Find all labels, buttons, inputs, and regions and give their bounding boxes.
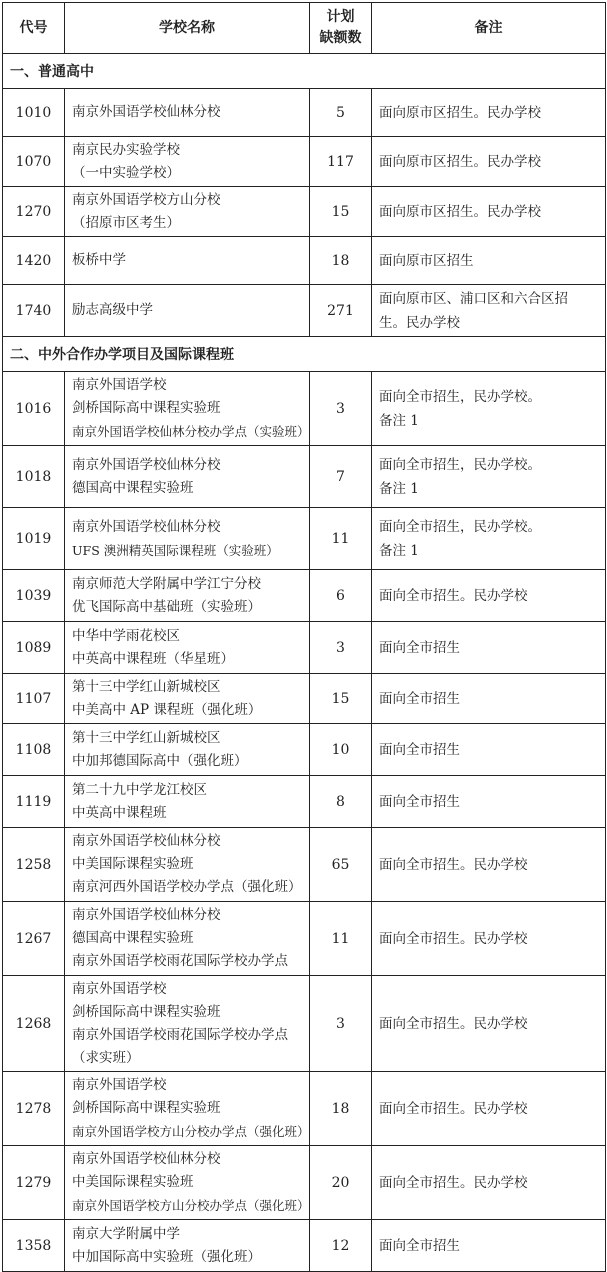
section-row [3, 337, 606, 372]
name-line: 第十三中学红山新城校区 [72, 678, 221, 695]
name-line: 南京外国语学校仙林分校 [72, 907, 221, 923]
name-line: 中美国际课程实验班 [72, 1174, 194, 1190]
name-line: 德国高中课程实验班 [72, 479, 194, 496]
table-row [3, 776, 606, 828]
quota-count: 8 [310, 776, 372, 828]
header-quota-line2: 缺额数 [319, 30, 362, 46]
name-line: 南京外国语学校雨花国际学校办学点 [72, 953, 288, 969]
school-name [65, 446, 310, 508]
quota-count: 65 [310, 828, 372, 902]
school-name [65, 237, 310, 285]
quota-table [2, 2, 606, 1272]
name-line: 中美国际课程实验班 [72, 856, 194, 872]
quota-count: 15 [310, 674, 372, 724]
name-line: 南京外国语学校仙林分校 [72, 1151, 221, 1167]
name-line: 南京外国语学校方山分校办学点（强化班） [72, 1198, 310, 1213]
school-code: 1010 [3, 89, 65, 137]
table-row [3, 1146, 606, 1220]
quota-count: 12 [310, 1220, 372, 1272]
note-line: 面向原市区招生 [379, 252, 474, 269]
table-row [3, 285, 606, 337]
table-row [3, 237, 606, 285]
note-line: 面向全市招生 [379, 639, 460, 656]
school-code: 1268 [3, 976, 65, 1072]
name-line: （一中实验学校） [72, 164, 180, 181]
header-note: 备注 [372, 3, 606, 54]
table-row [3, 1072, 606, 1146]
school-name [65, 570, 310, 622]
remark [372, 137, 606, 187]
section-title: 一、普通高中 [3, 54, 606, 89]
remark [372, 237, 606, 285]
name-line: 南京外国语学校仙林分校 [72, 104, 221, 120]
school-code: 1019 [3, 508, 65, 570]
school-name [65, 776, 310, 828]
school-code: 1016 [3, 372, 65, 446]
note-line: 面向原市区招生。民办学校 [379, 203, 541, 220]
quota-count: 18 [310, 237, 372, 285]
table-row [3, 976, 606, 1072]
name-line: 中英高中课程班 [72, 804, 167, 821]
table-row [3, 724, 606, 776]
school-name [65, 674, 310, 724]
school-code: 1358 [3, 1220, 65, 1272]
school-name [65, 89, 310, 137]
name-line: 德国高中课程实验班 [72, 930, 194, 946]
note-line: 面向全市招生 [379, 741, 460, 758]
remark [372, 674, 606, 724]
quota-count: 3 [310, 372, 372, 446]
name-line: 南京外国语学校仙林分校 [72, 833, 221, 849]
remark [372, 372, 606, 446]
name-line: 南京大学附属中学 [72, 1225, 180, 1242]
table-row [3, 446, 606, 508]
name-line: （招原市区考生） [72, 214, 180, 231]
name-line: 南京外国语学校方山分校办学点（强化班） [72, 1124, 310, 1139]
note-line: 备注 1 [379, 542, 419, 559]
name-line: 剑桥国际高中课程实验班 [72, 400, 221, 416]
school-code: 1279 [3, 1146, 65, 1220]
school-name [65, 622, 310, 674]
school-name [65, 285, 310, 337]
header-code: 代号 [3, 3, 65, 54]
name-line: UFS 澳洲精英国际课程班（实验班） [72, 542, 279, 558]
quota-count: 11 [310, 508, 372, 570]
note-line: 面向全市招生 [379, 690, 460, 707]
name-line: 第二十九中学龙江校区 [72, 781, 207, 798]
school-name [65, 1220, 310, 1272]
table-row [3, 89, 606, 137]
note-line: 面向全市招生，民办学校。 [379, 388, 541, 405]
name-line: 剑桥国际高中课程实验班 [72, 1100, 221, 1116]
table-row [3, 570, 606, 622]
remark [372, 776, 606, 828]
name-line: 南京外国语学校仙林分校 [72, 518, 221, 535]
remark [372, 724, 606, 776]
table-row [3, 1220, 606, 1272]
remark [372, 570, 606, 622]
table-row [3, 508, 606, 570]
note-line: 面向全市招生。民办学校 [379, 856, 528, 873]
name-line: 板桥中学 [72, 252, 126, 268]
school-name [65, 372, 310, 446]
quota-count: 7 [310, 446, 372, 508]
note-line: 面向全市招生，民办学校。 [379, 518, 541, 535]
school-code: 1070 [3, 137, 65, 187]
name-line: 中加邦德国际高中（强化班） [72, 752, 248, 769]
name-line: 第十三中学红山新城校区 [72, 729, 221, 746]
note-line: 面向全市招生。民办学校 [379, 1174, 528, 1191]
note-line: 面向全市招生。民办学校 [379, 1100, 528, 1117]
school-code: 1420 [3, 237, 65, 285]
remark [372, 187, 606, 237]
note-line: 生。民办学校 [379, 314, 460, 331]
name-line: 南京外国语学校 [72, 377, 167, 393]
header-school: 学校名称 [65, 3, 310, 54]
remark [372, 285, 606, 337]
school-code: 1267 [3, 902, 65, 976]
note-line: 面向原市区招生。民办学校 [379, 153, 541, 170]
remark [372, 1146, 606, 1220]
header-quota [310, 3, 372, 54]
note-line: 面向全市招生 [379, 793, 460, 810]
quota-count: 6 [310, 570, 372, 622]
name-line: 励志高级中学 [72, 302, 153, 318]
school-code: 1278 [3, 1072, 65, 1146]
quota-count: 20 [310, 1146, 372, 1220]
name-line: 中英高中课程班（华星班） [72, 650, 234, 667]
note-line: 面向全市招生，民办学校。 [379, 456, 541, 473]
name-line: 南京河西外国语学校办学点（强化班） [72, 879, 302, 895]
name-line: 中加国际高中实验班（强化班） [72, 1248, 261, 1265]
note-line: 备注 1 [379, 480, 419, 497]
school-code: 1258 [3, 828, 65, 902]
table-row [3, 902, 606, 976]
name-line: 中华中学雨花校区 [72, 627, 180, 644]
school-name [65, 828, 310, 902]
header-quota-line1: 计划 [326, 9, 355, 25]
header-row [3, 3, 606, 54]
name-line: （求实班） [72, 1049, 140, 1066]
note-line: 面向全市招生。民办学校 [379, 1015, 528, 1032]
school-code: 1039 [3, 570, 65, 622]
remark [372, 902, 606, 976]
quota-count: 18 [310, 1072, 372, 1146]
quota-count: 3 [310, 622, 372, 674]
school-code: 1119 [3, 776, 65, 828]
section-title: 二、中外合作办学项目及国际课程班 [3, 337, 606, 372]
school-name [65, 724, 310, 776]
note-line: 面向全市招生 [379, 1237, 460, 1254]
school-name [65, 137, 310, 187]
quota-count: 117 [310, 137, 372, 187]
school-name [65, 976, 310, 1072]
quota-count: 15 [310, 187, 372, 237]
school-code: 1108 [3, 724, 65, 776]
name-line: 优飞国际高中基础班（实验班） [72, 598, 261, 615]
table-row [3, 828, 606, 902]
school-name [65, 508, 310, 570]
table-row [3, 622, 606, 674]
name-line: 南京外国语学校仙林分校办学点（实验班） [72, 424, 310, 439]
name-line: 剑桥国际高中课程实验班 [72, 1003, 221, 1020]
quota-count: 11 [310, 902, 372, 976]
school-code: 1089 [3, 622, 65, 674]
name-line: 南京外国语学校 [72, 1077, 167, 1093]
quota-count: 3 [310, 976, 372, 1072]
note-line: 面向全市招生。民办学校 [379, 930, 528, 947]
school-code: 1740 [3, 285, 65, 337]
remark [372, 828, 606, 902]
note-line: 面向原市区招生。民办学校 [379, 104, 541, 121]
note-line: 备注 1 [379, 412, 419, 429]
quota-count: 5 [310, 89, 372, 137]
school-name [65, 1072, 310, 1146]
school-code: 1107 [3, 674, 65, 724]
note-line: 面向原市区、浦口区和六合区招 [379, 290, 568, 307]
name-line: 南京外国语学校 [72, 980, 167, 997]
school-name [65, 187, 310, 237]
quota-count: 10 [310, 724, 372, 776]
remark [372, 446, 606, 508]
table-row [3, 137, 606, 187]
school-name [65, 1146, 310, 1220]
quota-count: 271 [310, 285, 372, 337]
name-line: 南京外国语学校雨花国际学校办学点 [72, 1026, 288, 1043]
school-code: 1018 [3, 446, 65, 508]
table-row [3, 372, 606, 446]
name-line: 南京外国语学校方山分校 [72, 191, 221, 208]
name-line: 中美高中 AP 课程班（强化班） [72, 701, 262, 718]
name-line: 南京外国语学校仙林分校 [72, 456, 221, 473]
name-line: 南京师范大学附属中学江宁分校 [72, 575, 261, 592]
remark [372, 508, 606, 570]
name-line: 南京民办实验学校 [72, 141, 180, 158]
note-line: 面向全市招生。民办学校 [379, 587, 528, 604]
school-code: 1270 [3, 187, 65, 237]
school-name [65, 902, 310, 976]
remark [372, 1072, 606, 1146]
remark [372, 622, 606, 674]
table-body [3, 54, 606, 1272]
remark [372, 89, 606, 137]
table-row [3, 187, 606, 237]
table-row [3, 674, 606, 724]
remark [372, 1220, 606, 1272]
section-row [3, 54, 606, 89]
remark [372, 976, 606, 1072]
